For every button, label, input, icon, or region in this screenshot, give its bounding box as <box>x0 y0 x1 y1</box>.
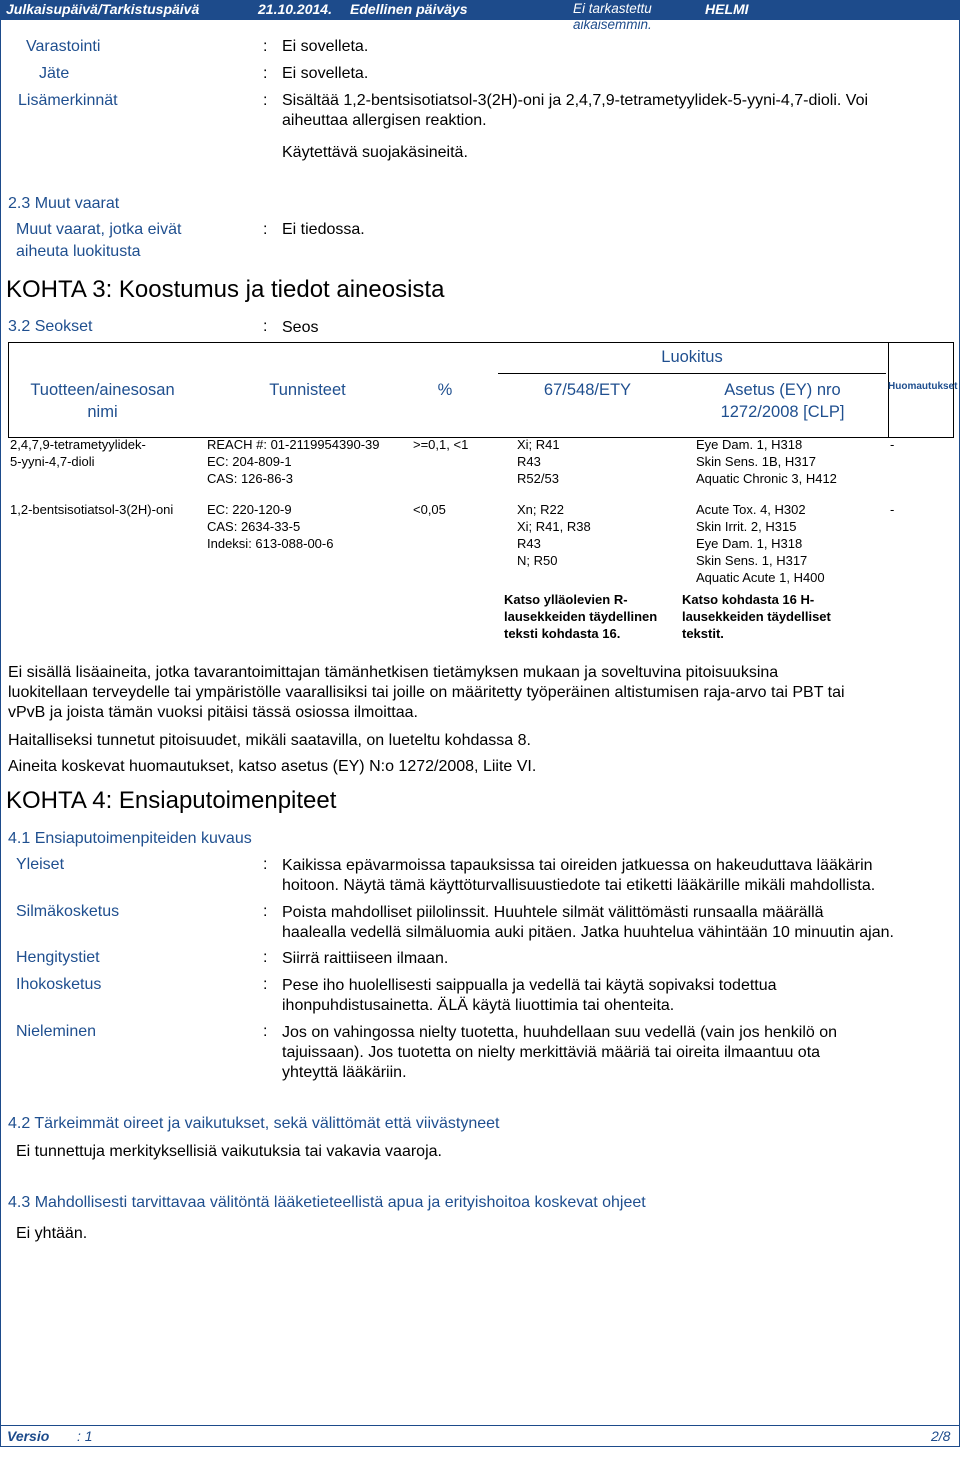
col-name-header-2: nimi <box>87 403 118 421</box>
notes-value-1: Sisältää 1,2-bentsisotiatsol-3(2H)-oni ja 2,4,7,9-tetrametyylidek-5-yyni-4,7-dioli. Voi <box>282 92 869 109</box>
row-1-notes: - <box>890 437 895 452</box>
general-label: Yleiset <box>16 856 65 873</box>
waste-value: Ei sovelleta. <box>282 65 369 82</box>
eye-contact-line-1: Poista mahdolliset piilolinssit. Huuhtele silmät välittömästi runsaalla määrällä <box>282 904 824 921</box>
not-checked-line-2: aikaisemmin. <box>573 17 652 32</box>
revision-date-label: Julkaisupäivä/Tarkistuspäivä <box>6 1 200 17</box>
storage-label: Varastointi <box>26 38 101 55</box>
section-2-3-title: 2.3 Muut vaarat <box>8 195 120 212</box>
see-h-phrases-3: tekstit. <box>682 626 724 641</box>
page-number: 2/8 <box>931 1428 951 1444</box>
colon: : <box>263 92 268 109</box>
skin-contact-line-2: ihonpuhdistusainetta. ÄLÄ käytä liuottimia tai ohenteita. <box>282 997 675 1014</box>
revision-date: 21.10.2014. <box>258 1 332 17</box>
row-2-clp-2: Skin Irrit. 2, H315 <box>696 519 797 534</box>
row-2-percent: <0,05 <box>413 502 446 517</box>
ingestion-line-3: yhteyttä lääkäriin. <box>282 1064 407 1081</box>
row-2-id-1: EC: 220-120-9 <box>207 502 292 517</box>
row-2-clp-4: Skin Sens. 1, H317 <box>696 553 808 568</box>
waste-label: Jäte <box>39 65 70 82</box>
eye-contact-line-2: haalealla vedellä silmäluomia auki pitäen. Jatka huuhtelua vähintään 10 minuutin ajan. <box>282 924 894 941</box>
col-clp-header-2: 1272/2008 [CLP] <box>720 403 845 421</box>
general-line-2: hoitoon. Näytä tämä käyttöturvallisuustiedote tai etiketti lääkärille mikäli mahdollista. <box>282 877 876 894</box>
mixture-value: Seos <box>282 319 319 336</box>
see-h-phrases-2: lausekkeiden täydelliset <box>682 609 831 624</box>
section-4-1-title: 4.1 Ensiaputoimenpiteiden kuvaus <box>8 830 252 847</box>
section-4-2-text: Ei tunnettuja merkityksellisiä vaikutuksia tai vakavia vaaroja. <box>16 1143 442 1160</box>
previous-date-label: Edellinen päiväys <box>350 1 468 17</box>
notes-label: Lisämerkinnät <box>18 92 118 109</box>
classification-header: Luokitus <box>661 348 723 366</box>
row-2-eec-3: R43 <box>517 536 541 551</box>
version-label: Versio <box>7 1428 50 1444</box>
row-1-id-2: EC: 204-809-1 <box>207 454 292 469</box>
section-4-2-title: 4.2 Tärkeimmät oireet ja vaikutukset, sekä välittömät että viivästyneet <box>8 1115 500 1132</box>
other-hazards-label-2: aiheuta luokitusta <box>16 243 141 260</box>
ingestion-label: Nieleminen <box>16 1023 97 1040</box>
colon: : <box>263 38 268 55</box>
row-2-notes: - <box>890 502 895 517</box>
version-value: : 1 <box>77 1428 93 1444</box>
row-2-clp-3: Eye Dam. 1, H318 <box>696 536 803 551</box>
row-1-percent: >=0,1, <1 <box>413 437 469 452</box>
skin-contact-line-1: Pese iho huolellisesti saippualla ja vedellä tai käytä sopivaksi todettua <box>282 977 777 994</box>
inhalation-label: Hengitystiet <box>16 949 100 966</box>
row-1-id-3: CAS: 126-86-3 <box>207 471 293 486</box>
storage-value: Ei sovelleta. <box>282 38 369 55</box>
section-4-title: KOHTA 4: Ensiaputoimenpiteet <box>6 787 337 814</box>
row-1-id-1: REACH #: 01-2119954390-39 <box>207 437 380 452</box>
col-notes-header: Huomautukset <box>888 381 958 392</box>
colon: : <box>263 318 268 335</box>
paragraph-1-line-2: luokitellaan terveydelle tai ympäristölle vaarallisiksi tai joille on määritetty työperäinen altistumisen raja-arvo tai PBT tai <box>8 684 845 701</box>
general-line-1: Kaikissa epävarmoissa tapauksissa tai oireiden jatkuessa on hakeuduttava lääkärin <box>282 857 873 874</box>
row-2-id-3: Indeksi: 613-088-00-6 <box>207 536 334 551</box>
other-hazards-label-1: Muut vaarat, jotka eivät <box>16 221 182 238</box>
row-1-clp-3: Aquatic Chronic 3, H412 <box>696 471 837 486</box>
row-2-id-2: CAS: 2634-33-5 <box>207 519 301 534</box>
paragraph-1-line-1: Ei sisällä lisäaineita, jotka tavarantoimittajan tämänhetkisen tietämyksen mukaan ja soveltuvina pitoisuuksina <box>8 664 779 681</box>
row-2-eec-2: Xi; R41, R38 <box>517 519 591 534</box>
row-2-clp-5: Aquatic Acute 1, H400 <box>696 570 825 585</box>
colon: : <box>263 221 268 238</box>
colon: : <box>263 1023 268 1040</box>
row-1-clp-1: Eye Dam. 1, H318 <box>696 437 803 452</box>
eye-contact-label: Silmäkosketus <box>16 903 120 920</box>
colon: : <box>263 856 268 873</box>
other-hazards-value: Ei tiedossa. <box>282 221 365 238</box>
colon: : <box>263 903 268 920</box>
see-r-phrases-2: lausekkeiden täydellinen <box>504 609 658 624</box>
company-name: HELMI <box>705 1 749 17</box>
col-percent-header: % <box>437 381 453 399</box>
row-2-clp-1: Acute Tox. 4, H302 <box>696 502 806 517</box>
classification-divider <box>498 373 886 374</box>
ingestion-line-2: tajuissaan). Jos tuotetta on nielty merkittäviä määriä tai oireita ilmaantuu ota <box>282 1044 821 1061</box>
section-3-2-title: 3.2 Seokset <box>8 318 93 335</box>
colon: : <box>263 976 268 993</box>
notes-value-2: aiheuttaa allergisen reaktion. <box>282 112 487 129</box>
row-2-eec-4: N; R50 <box>517 553 558 568</box>
row-1-eec-2: R43 <box>517 454 541 469</box>
col-eec-header: 67/548/ETY <box>543 381 632 399</box>
not-checked-line-1: Ei tarkastettu <box>573 1 652 16</box>
see-h-phrases-1: Katso kohdasta 16 H- <box>682 592 815 607</box>
ingestion-line-1: Jos on vahingossa nielty tuotetta, huuhdellaan suu vedellä (vain jos henkilö on <box>282 1024 838 1041</box>
row-1-clp-2: Skin Sens. 1B, H317 <box>696 454 816 469</box>
skin-contact-label: Ihokosketus <box>16 976 102 993</box>
col-clp-header-1: Asetus (EY) nro <box>724 381 841 399</box>
colon: : <box>263 949 268 966</box>
inhalation-line-1: Siirrä raittiiseen ilmaan. <box>282 950 449 967</box>
col-name-header-1: Tuotteen/ainesosan <box>30 381 175 399</box>
row-1-name-2: 5-yyni-4,7-dioli <box>10 454 95 469</box>
row-2-eec-1: Xn; R22 <box>517 502 564 517</box>
col-identifiers-header: Tunnisteet <box>269 381 346 399</box>
paragraph-3: Aineita koskevat huomautukset, katso asetus (EY) N:o 1272/2008, Liite VI. <box>8 758 537 775</box>
document-header <box>0 0 960 20</box>
colon: : <box>263 65 268 82</box>
row-1-name-1: 2,4,7,9-tetrametyylidek- <box>10 437 146 452</box>
document-footer <box>0 1425 960 1447</box>
section-3-title: KOHTA 3: Koostumus ja tiedot aineosista <box>6 276 445 303</box>
see-r-phrases-1: Katso ylläolevien R- <box>504 592 628 607</box>
row-2-name-1: 1,2-bentsisotiatsol-3(2H)-oni <box>10 502 174 517</box>
section-4-3-text: Ei yhtään. <box>16 1225 88 1242</box>
see-r-phrases-3: teksti kohdasta 16. <box>504 626 621 641</box>
notes-value-3: Käytettävä suojakäsineitä. <box>282 144 468 161</box>
paragraph-1-line-3: vPvB ja joista tämän vuoksi pitäisi tässä osiossa ilmoittaa. <box>8 704 418 721</box>
paragraph-2: Haitalliseksi tunnetut pitoisuudet, mikäli saatavilla, on lueteltu kohdassa 8. <box>8 732 531 749</box>
row-1-eec-1: Xi; R41 <box>517 437 560 452</box>
section-4-3-title: 4.3 Mahdollisesti tarvittavaa välitöntä lääketieteellistä apua ja erityishoitoa koskevat ohjeet <box>8 1194 646 1211</box>
row-1-eec-3: R52/53 <box>517 471 559 486</box>
